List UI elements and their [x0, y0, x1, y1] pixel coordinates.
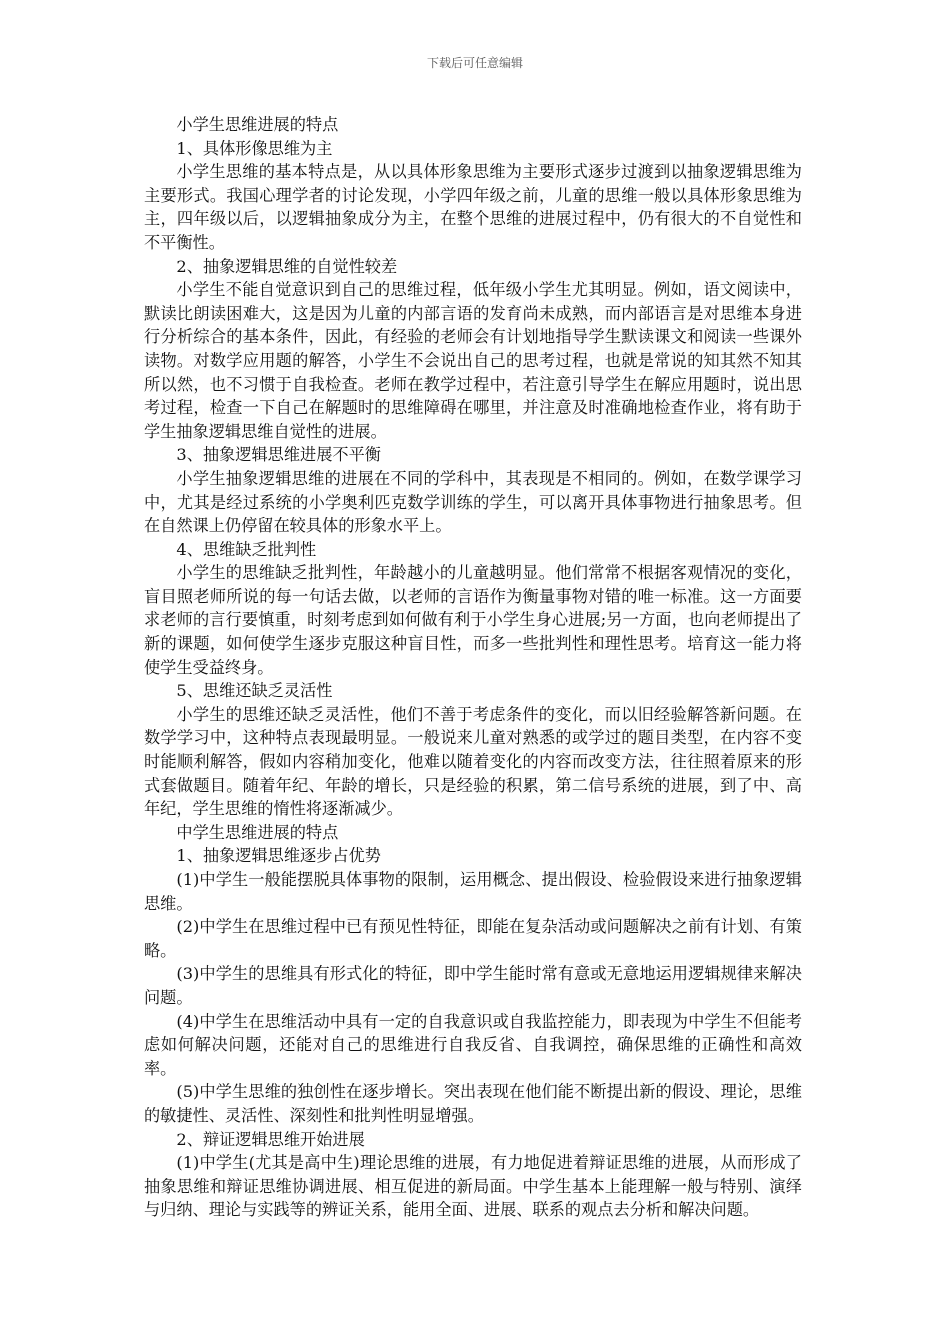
subheading: 1、具体形像思维为主	[176, 138, 333, 158]
subheading: 3、抽象逻辑思维进展不平衡	[176, 445, 381, 465]
subheading: 4、思维缺乏批判性	[176, 539, 317, 559]
subheading: 2、辩证逻辑思维开始进展	[176, 1129, 365, 1149]
subheading: 2、抽象逻辑思维的自觉性较差	[176, 256, 398, 276]
list-item: (3)中学生的思维具有形式化的特征，即中学生能时常有意或无意地运用逻辑规律来解决问题。	[144, 964, 802, 1007]
document-body	[144, 113, 802, 1222]
list-item: (4)中学生在思维活动中具有一定的自我意识或自我监控能力，即表现为中学生不但能考虑如何解决问题，还能对自己的思维进行自我反省、自我调控，确保思维的正确性和高效率。	[144, 1011, 802, 1078]
subheading: 1、抽象逻辑思维逐步占优势	[176, 846, 381, 866]
list-item: (1)中学生一般能摆脱具体事物的限制，运用概念、提出假设、检验假设来进行抽象逻辑思维。	[144, 870, 802, 913]
paragraph: 小学生的思维还缺乏灵活性，他们不善于考虑条件的变化，而以旧经验解答新问题。在数学学习中，这种特点表现最明显。一般说来儿童对熟悉的或学过的题目类型，在内容不变时能顺利解答，假如内容稍加变化，他难以随着变化的内容而改变方法，往往照着原来的形式套做题目。随着年纪、年龄的增长，只是经验的积累，第二信号系统的进展，到了中、高年纪，学生思维的惰性将逐渐减少。	[144, 704, 802, 819]
section-title-primary: 小学生思维进展的特点	[176, 115, 339, 134]
paragraph: 小学生不能自觉意识到自己的思维过程，低年级小学生尤其明显。例如，语文阅读中，默读比朗读困难大，这是因为儿童的内部言语的发育尚未成熟，而内部语言是对思维本身进行分析综合的基本条件，因此，有经验的老师会有计划地指导学生默读课文和阅读一些课外读物。对数学应用题的解答，小学生不会说出自己的思考过程，也就是常说的知其然不知其所以然，也不习惯于自我检查。老师在教学过程中，若注意引导学生在解应用题时，说出思考过程，检查一下自己在解题时的思维障碍在哪里，并注意及时准确地检查作业，将有助于学生抽象逻辑思维自觉性的进展。	[144, 280, 802, 441]
paragraph: 小学生思维的基本特点是，从以具体形象思维为主要形式逐步过渡到以抽象逻辑思维为主要形式。我国心理学者的讨论发现，小学四年级之前，儿童的思维一般以具体形象思维为主，四年级以后，以逻辑抽象成分为主，在整个思维的进展过程中，仍有很大的不自觉性和不平衡性。	[144, 162, 802, 252]
paragraph: 小学生抽象逻辑思维的进展在不同的学科中，其表现是不相同的。例如，在数学课学习中，尤其是经过系统的小学奥利匹克数学训练的学生，可以离开具体事物进行抽象思考。但在自然课上仍停留在较具体的形象水平上。	[144, 468, 802, 536]
list-item: (2)中学生在思维过程中已有预见性特征，即能在复杂活动或问题解决之前有计划、有策略。	[144, 917, 802, 960]
page-header-note: 下载后可任意编辑	[426, 56, 523, 70]
section-title-secondary: 中学生思维进展的特点	[176, 822, 339, 842]
list-item: (5)中学生思维的独创性在逐步增长。突出表现在他们能不断提出新的假设、理论，思维的敏捷性、灵活性、深刻性和批判性明显增强。	[144, 1082, 802, 1125]
list-item: (1)中学生(尤其是高中生)理论思维的进展，有力地促进着辩证思维的进展，从而形成了抽象思维和辩证思维协调进展、相互促进的新局面。中学生基本上能理解一般与特别、演绎与归纳、理论与实践等的辨证关系，能用全面、进展、联系的观点去分析和解决问题。	[144, 1153, 802, 1220]
paragraph: 小学生的思维缺乏批判性，年龄越小的儿童越明显。他们常常不根据客观情况的变化，盲目照老师所说的每一句话去做，以老师的言语作为衡量事物对错的唯一标准。这一方面要求老师的言行要慎重，时刻考虑到如何做有利于小学生身心进展;另一方面，也向老师提出了新的课题，如何使学生逐步克服这种盲目性，而多一些批判性和理性思考。培育这一能力将使学生受益终身。	[144, 563, 802, 677]
subheading: 5、思维还缺乏灵活性	[176, 681, 333, 701]
